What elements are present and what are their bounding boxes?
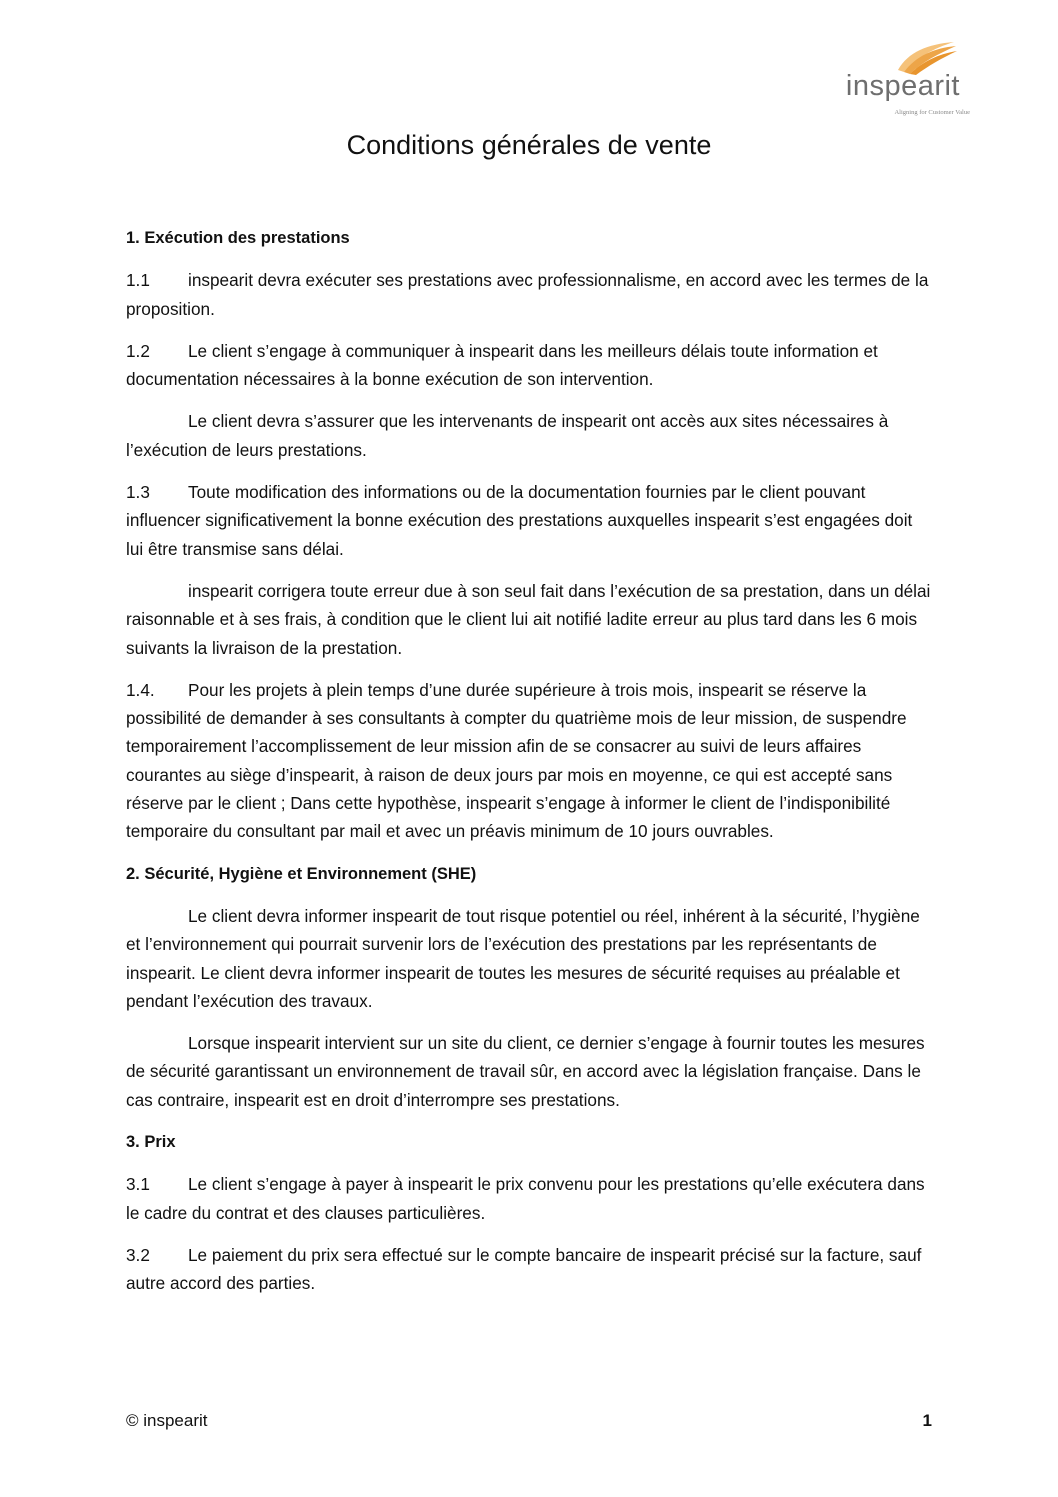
clause-3-2: [126, 1241, 932, 1298]
document-title: Conditions générales de vente: [346, 130, 712, 160]
clause-1-1: [126, 266, 932, 323]
clause-number: 3.1: [126, 1174, 150, 1195]
clause-1-3-continued: [126, 577, 932, 662]
clause-text: Le client devra s’assurer que les intervenants de inspearit ont accès aux sites nécessaires à l’exécution de leurs prestations.: [126, 411, 889, 460]
clause-1-4: [126, 676, 932, 846]
clause-text: Le client devra informer inspearit de tout risque potentiel ou réel, inhérent à la sécurité, l’hygiène et l’environnement qui pourrait survenir lors de l’exécution des prestations par les représentants de inspearit. Le client devra informer inspearit de toutes les mesures de sécurité requises au préalable et pendant l’exécution des travaux.: [126, 905, 920, 1011]
clause-2-a: [126, 902, 932, 1015]
clause-text: Toute modification des informations ou de la documentation fournies par le client pouvant influencer significativement la bonne exécution des prestations auxquelles inspearit s’est engagées doit lui être transmise sans délai.: [126, 482, 913, 559]
clause-3-1: [126, 1170, 932, 1227]
logo-tagline: Aligning for Customer Value: [894, 109, 970, 116]
clause-text: Pour les projets à plein temps d’une durée supérieure à trois mois, inspearit se réserve la possibilité de demander à ses consultants à compter du quatrième mois de leur mission, de suspendre temporairement l’accomplissement de leur mission afin de se consacrer au suivi de leurs affaires courantes au siège d’inspearit, à raison de deux jours par mois en moyenne, ce qui est accepté sans réserve par le client ; Dans cette hypothèse, inspearit s’engage à informer le client de l’indisponibilité temporaire du consultant par mail et avec un préavis minimum de 10 jours ouvrables.: [126, 679, 907, 842]
logo-wordmark: inspearit: [845, 70, 960, 102]
section-heading-3: 3. Prix: [126, 1133, 176, 1152]
clause-number: 1.3: [126, 482, 150, 503]
clause-1-3: [126, 478, 932, 563]
section-heading-2: 2. Sécurité, Hygiène et Environnement (SHE): [126, 864, 477, 883]
clause-1-2: [126, 337, 932, 394]
clause-text: Le client s’engage à payer à inspearit le prix convenu pour les prestations qu’elle exécutera dans le cadre du contrat et des clauses particulières.: [126, 1174, 925, 1223]
clause-text: inspearit corrigera toute erreur due à son seul fait dans l’exécution de sa prestation, dans un délai raisonnable et à ses frais, à condition que le client lui ait notifié ladite erreur au plus tard dans les 6 mois suivants la livraison de la prestation.: [126, 580, 931, 658]
clause-text: Lorsque inspearit intervient sur un site du client, ce dernier s’engage à fournir toutes les mesures de sécurité garantissant un environnement de travail sûr, en accord avec la législation française. Dans le cas contraire, inspearit est en droit d’interrompre ses prestations.: [126, 1033, 925, 1110]
clause-1-2-continued: [126, 407, 932, 464]
footer-copyright: © inspearit: [126, 1411, 208, 1430]
footer-page-number: 1: [922, 1411, 932, 1430]
clause-number: 1.4.: [126, 679, 155, 700]
clause-text: Le paiement du prix sera effectué sur le compte bancaire de inspearit précisé sur la facture, sauf autre accord des parties.: [126, 1244, 922, 1294]
clause-text: inspearit devra exécuter ses prestations avec professionnalisme, en accord avec les termes de la proposition.: [126, 270, 929, 319]
clause-2-b: [126, 1029, 932, 1114]
clause-number: 1.2: [126, 340, 150, 361]
company-logo: [836, 40, 986, 120]
section-heading-1: 1. Exécution des prestations: [126, 229, 350, 247]
clause-number: 3.2: [126, 1244, 150, 1265]
clause-number: 1.1: [126, 270, 150, 291]
clause-text: Le client s’engage à communiquer à inspearit dans les meilleurs délais toute information et documentation nécessaires à la bonne exécution de son intervention.: [126, 340, 878, 390]
document-body: [126, 224, 932, 1312]
